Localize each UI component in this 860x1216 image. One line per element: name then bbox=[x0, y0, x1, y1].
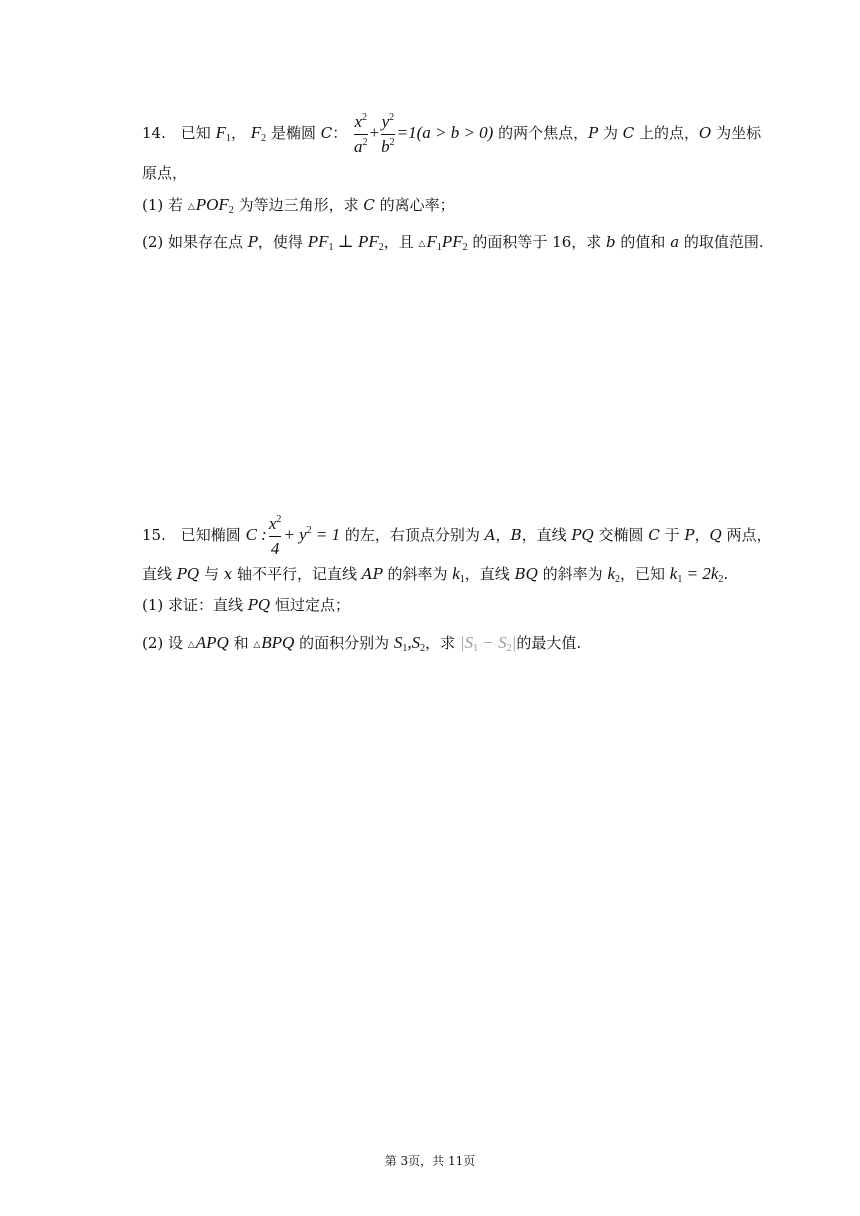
triangle-F1PF2: $\triangle F_1PF_2$ bbox=[418, 232, 468, 253]
triangle-POF2: $\triangle POF_2$ bbox=[187, 195, 234, 216]
ellipse-equation: C : $\frac{x^2}{4}$ + $y^2 = 1$ bbox=[245, 514, 341, 558]
abs-difference: $|S_1 - S_2|$ bbox=[459, 633, 517, 654]
q15-line1: 15. 已知椭圆 C : $\frac{x^2}{4}$ + $y^2 = 1$ 的左，右顶点分别为 A，B，直线 PQ 交椭圆 C 于 P，Q 两点， bbox=[142, 514, 772, 558]
math-F1: $F_1$ bbox=[215, 123, 231, 145]
q15-part2: (2) 设 △APQ 和 △BPQ 的面积分别为 $S_1,S_2$，求 $|S_1 - S_2|$的最大值. bbox=[142, 633, 582, 654]
triangle-APQ: △APQ bbox=[187, 633, 229, 652]
areas-S1-S2: $S_1,S_2$ bbox=[393, 633, 426, 654]
q15-number: 15. bbox=[142, 525, 166, 544]
slope-relation: $k_1 = 2k_2$ bbox=[669, 564, 724, 585]
math-k2: $k_2$ bbox=[607, 564, 620, 585]
q14-number: 14. bbox=[142, 124, 166, 143]
q14-line2: 原点， bbox=[142, 164, 188, 182]
math-F2: $F_2$ bbox=[250, 123, 267, 145]
page-footer: 第 3页，共 11页 bbox=[384, 1154, 476, 1168]
fraction-x2-a2: $\frac{x^2}{a^2}$ bbox=[354, 112, 368, 156]
q15-line2: 直线 PQ 与 x 轴不平行，记直线 AP 的斜率为 $k_1$，直线 BQ 的斜率为 $k_2$，已知 $k_1 = 2k_2$. bbox=[142, 564, 729, 585]
perpendicular-condition: $PF_1$ ⊥ $PF_2$ bbox=[307, 232, 384, 253]
triangle-BPQ: △BPQ bbox=[253, 633, 295, 652]
q15-part1: (1) 求证：直线 PQ 恒过定点； bbox=[142, 596, 350, 614]
q14-part1: (1) 若 $\triangle POF_2$ 为等边三角形，求 C 的离心率； bbox=[142, 195, 455, 216]
ellipse-condition: =1(a > b > 0) bbox=[396, 123, 494, 143]
q14-part2: (2) 如果存在点 P，使得 $PF_1$ ⊥ $PF_2$，且 $\triangle F_1PF_2$ 的面积等于 16，求 b 的值和 a 的取值范围. bbox=[142, 232, 764, 253]
fraction-y2-b2: $\frac{y^2}{b^2}$ bbox=[381, 112, 395, 156]
math-k1: $k_1$ bbox=[452, 564, 465, 585]
q14-line1: 14. 已知 $F_1$， $F_2$ 是椭圆 C： $\frac{x^2}{a^2}$ + $\frac{y^2}{b^2}$ =1(a > b > 0) 的两个焦点，P 为 C 上的点，O 为坐标 bbox=[142, 112, 762, 156]
